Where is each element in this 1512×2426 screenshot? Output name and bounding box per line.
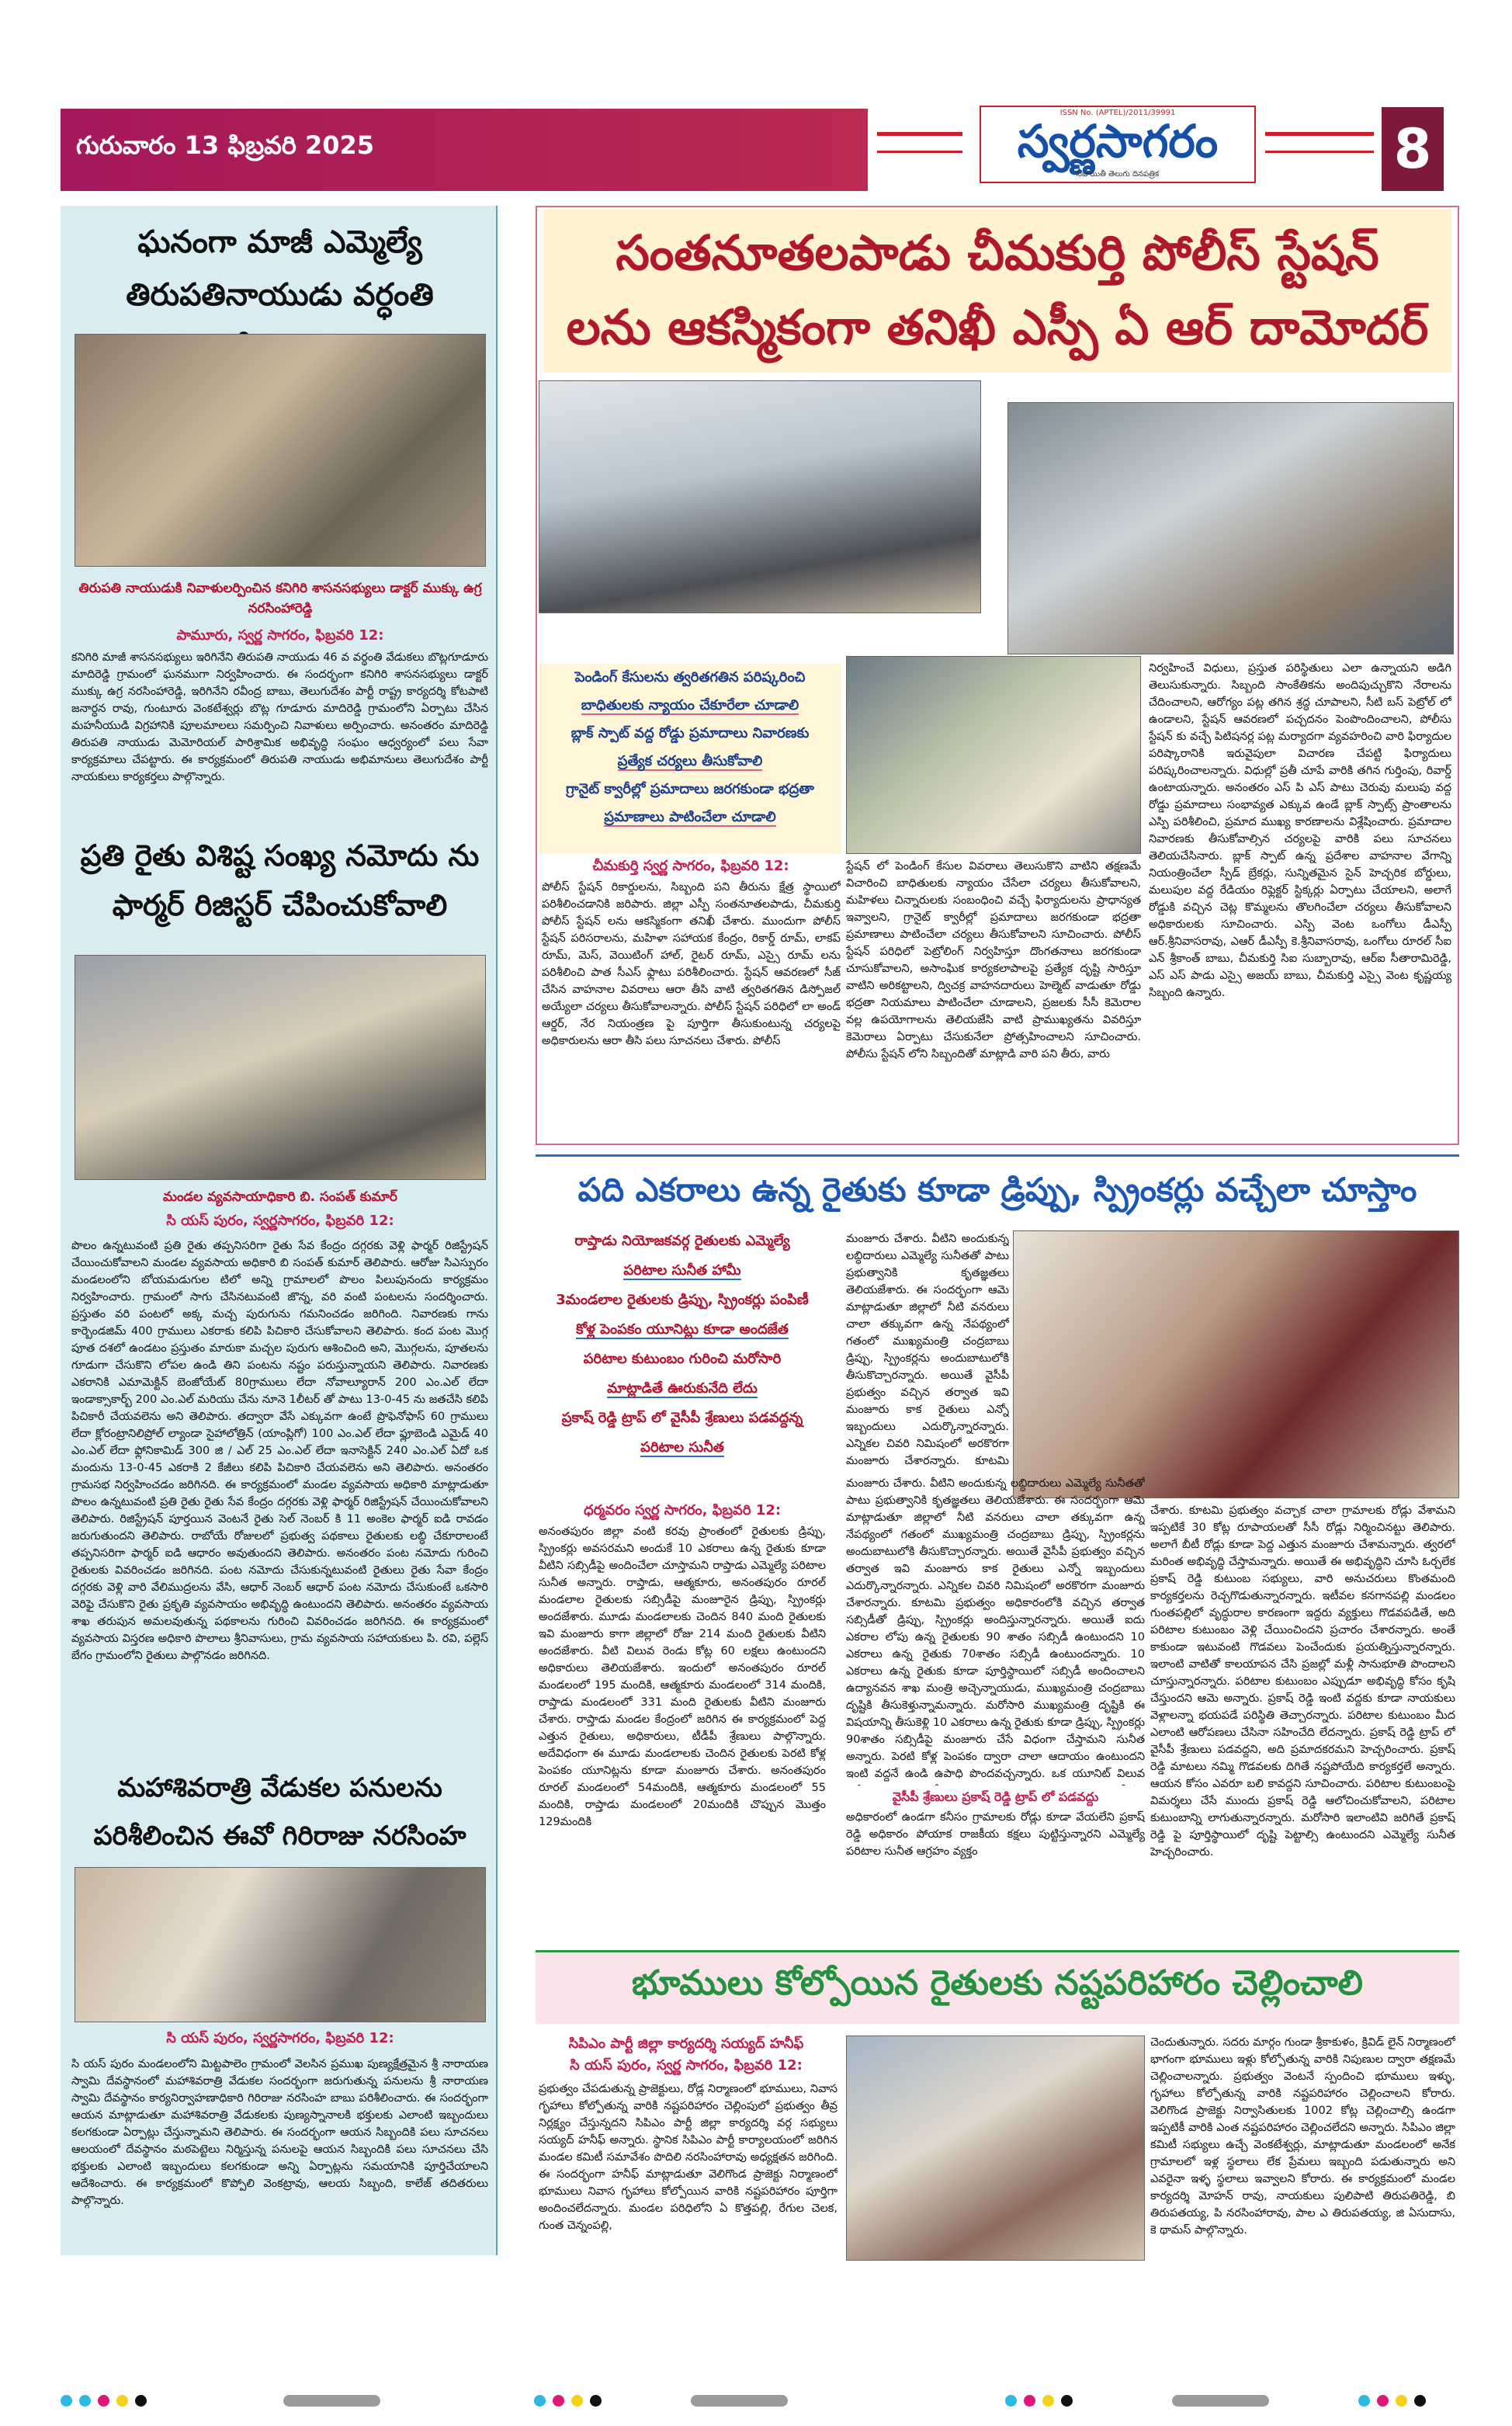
news-photo: [1007, 402, 1454, 654]
dateline: సి యస్ పురం, స్వర్ణసాగరం, ఫిబ్రవరి 12:: [166, 1213, 394, 1229]
kicker-line: పరిటాల కుటుంబం గురించి మరోసారి: [583, 1351, 782, 1367]
story-body-continued: మంజూరు చేశారు. వీటిని అందుకున్న లబ్ధిదారులు ఎమ్మెల్యే సునీతతో పాటు ప్రభుత్వానికి కృతజ్ఞతలు తెలియజేశారు. ఈ సందర్భంగా ఆమె మాట్లాడుతూ జిల్లాలో నీటి వనరులు చాలా తక్కువగా ఉన్న నేపథ్యంలో గతంలో ముఖ్యమంత్రి చంద్రబాబు డ్రిప్పు, స్ప్రింకర్లను అందుబాటులోకి తీసుకొచ్చారన్నారు. అయితే వైసీపీ ప్రభుత్వం వచ్చిన తర్వాత ఇవి మంజూరు కాక రైతులు ఎన్నో ఇబ్బందులు ఎదుర్కొన్నారన్నారు. ఎన్నికల చివరి నిమిషంలో అరకొరగా మంజూరు చేశారన్నారు. కూటమి ప్రభుత్వం అధికారంలోకి వచ్చిన తర్వాత సబ్సిడీతో డ్రిప్పు, స్ప్రింకర్లు అందిస్తున్నారన్నారు. అయితే ఐదు ఎకరాల లోపు ఉన్న రైతులకు 90 శాతం సబ్సిడీ ఉంటుందని 10 ఎకరాలు ఉన్న రైతుకు 70శాతం సబ్సిడీ ఉంటుందన్నారు. 10 ఎకరాలు ఉన్న రైతుకు కూడా పూర్తిస్థాయిలో సబ్సిడీ అందించాలని ఉద్యానవన శాఖ మంత్రి అచ్చెన్నాయుడు, ముఖ్యమంత్రి చంద్రబాబు దృష్టికి తీసుకెళ్తున్నామన్నారు. మరోసారి ముఖ్యమంత్రి దృష్టికి ఈ విషయాన్ని తీసుకెళ్లి 10 ఎకరాలు ఉన్న రైతుకు కూడా డ్రిప్పు, స్ప్రింకర్లు 90శాతం సబ్సిడీపై మంజూరు చేసే విధంగా చేస్తామని సునీత అన్నారు. పెరటి కోళ్ల పెంపకం ద్వారా చాలా ఆదాయం ఉంటుందని ఇంటి వద్దనే ఉండి ఉపాధి పొందవచ్చన్నారు. ఒక యూనిట్ విలువ: [846, 1477, 1145, 1780]
story-body: నిర్వహించే విధులు, ప్రస్తుత పరిస్థితులు ఎలా ఉన్నాయని అడిగి తెలుసుకున్నారు. సిబ్బంది సాంకేతికను అందిపుచ్చుకొని నేరాలను చేదించాలని, ఆరోగ్యం పట్ల తగిన శ్రద్ధ చూపాలని, సీటి బస్ పెట్రోల్ లో ఉండాలని, స్టేషన్ ఆవరణలో పచ్చదనం పెంపొందించాలని, పోలీసు స్టేషన్ కు వచ్చే పిటిషనర్ల పట్ల మర్యాదగా వ్యవహరించి వారి ఫిర్యాదుల పరిష్కారానికి ఇరువైపులా విచారణ చేపట్టి ఫిర్యాదులు పరిష్కరించాలన్నారు. విధుల్లో ప్రతీ చూపే వారికి తగిన గుర్తింపు, రివార్డ్ ఉంటాయన్నారు. అనంతరం ఎస్ పి ఎస్ పాటు చెరువు మలుపు వద్ద రోడ్డు ప్రమాదాలు సంభావ్యత ఎక్కువ ఉండే బ్లాక్ స్పాట్స్ ప్రాంతాలను ఎస్పి పరిశీలించి, ప్రమాద ముఖ్య కారణాలను విశ్లేషించారు. ప్రమాదాల నివారణకు తీసుకోవాల్సిన చర్యలపై వారికి పలు సూచనలు తెలియచేసినారు. బ్లాక్ స్పాట్ ఉన్న ప్రదేశాల వాహనాల వేగాన్ని నియంత్రించేలా స్పీడ్ బ్రేకర్లు, సున్నితమైన సైన్ హెచ్చరిక బోర్డులు, మలుపుల వద్ద రేడియం రిఫ్లెక్టర్ స్టిక్కర్లు ఏర్పాటు చేయాలని, అలాగే రోడ్డుకి వచ్చిన చెట్ల కొమ్మలను తొలగించేలా చర్యలు తీసుకోవాలని అధికారులకు సూచించారు. ఎస్పి వెంట ఒంగోలు డీఎస్పీ ఆర్.శ్రీనివాసరావు, ఎఆర్ డీఎస్పీ కె.శ్రీనివాసరావు, ఒంగోలు రూరల్ సీఐ ఎన్ శ్రీకాంత్ బాబు, చీమకుర్తి సిఐ సుబ్బారావు, ఆర్ఐ సీతారామిరెడ్డి, ఎస్ ఎస్ పాడు ఎస్సై అజయ్ బాబు, చీమకుర్తి ఎస్సై వెంట కృష్ణయ్య సిబ్బంది ఉన్నారు.: [1149, 662, 1451, 999]
kicker-line: రాప్తాడు నియోజకవర్గ రైతులకు ఎమ్మెల్యే: [574, 1233, 790, 1249]
section-rule: [536, 1154, 1459, 1157]
news-photo: [1013, 1230, 1459, 1498]
story-headline: ప్రతి రైతు విశిష్ట సంఖ్య నమోదు ను ఫార్మర్ రిజిస్టర్ చేపించుకోవాలి: [80, 838, 480, 922]
kicker-line: బ్లాక్ స్పాట్ వద్ద రోడ్డు ప్రమాదాలు నివారణకు: [570, 725, 810, 741]
story-body: మంజూరు చేశారు. వీటిని అందుకున్న లబ్ధిదారులు ఎమ్మెల్యే సునీతతో పాటు ప్రభుత్వానికి కృతజ్ఞతలు తెలియజేశారు. ఈ సందర్భంగా ఆమె మాట్లాడుతూ జిల్లాలో నీటి వనరులు చాలా తక్కువగా ఉన్న నేపథ్యంలో గతంలో ముఖ్యమంత్రి చంద్రబాబు డ్రిప్పు, స్ప్రింకర్లను అందుబాటులోకి తీసుకొచ్చారన్నారు. అయితే వైసీపీ ప్రభుత్వం వచ్చిన తర్వాత ఇవి మంజూరు కాక రైతులు ఎన్నో ఇబ్బందులు ఎదుర్కొన్నారన్నారు. ఎన్నికల చివరి నిమిషంలో అరకొరగా మంజూరు చేశారన్నారు. కూటమి: [846, 1233, 1009, 1467]
story-body: చేశారు. కూటమి ప్రభుత్వం వచ్చాక చాలా గ్రామాలకు రోడ్లు వేశామని ఇప్పటికే 30 కోట్ల రూపాయలతో సీసీ రోడ్లు నిర్మించినట్టు తెలిపారు. అలాగే బీటీ రోడ్లు కూడా పెద్ద ఎత్తున మంజూరు చేశామన్నారు. త్వరలో మరింత అభివృద్ధి చేస్తామన్నారు. అయితే ఈ అభివృద్ధిని చూసి ఓర్చలేక ప్రకాష్ రెడ్డి కుటుంబ సభ్యులు, వారి అనుచరులు కొంతమంది కార్యకర్తలను రెచ్చగొడుతున్నారన్నారు. ఇటీవల కనగానపల్లి మండలం గుంతపల్లిలో వృద్ధురాల కారణంగా ఇద్దరు వ్యక్తులు గొడవపడితే, అది పరిటాల కుటుంబం వెళ్లి చేయించిందని ప్రచారం చేశారన్నారు. అంతే కాకుండా ఇటువంటి గొడవలు పెంచేందుకు ప్రయత్నిస్తున్నారన్నారు. ఇలాంటి వాటితో కాలయాపన చేసి ప్రజల్లో మళ్లీ సానుభూతి పొందాలని చూస్తున్నారన్నారు. పరిటాల కుటుంబం ఎప్పుడూ అభివృద్ధి కోసం కృషి చేస్తుందని ఆమె అన్నారు. ప్రకాష్ రెడ్డి ఇంటి వద్దకు కూడా నాయకులు వెళ్లాలన్నా భయపడే పరిస్థితి తెచ్చారన్నారు. పరిటాల కుటుంబం మీద ఎలాంటి ఆరోపణలు చేసినా సహించేది లేదన్నారు. ప్రకాష్ రెడ్డి ట్రాప్ లో వైసీపీ శ్రేణులు పడవద్దని, అది ప్రమాదకరమని హెచ్చరించారు. ప్రకాష్ రెడ్డి మాటలు నమ్మి గొడవలకు దిగితే నష్టపోయేది కార్యకర్తలే అన్నారు. ఆయన కోసం ఎవరూ బలి కావద్దని సూచించారు. పరిటాల కుటుంబంపై విమర్శలు చేసే ముందు ప్రకాష్ రెడ్డి ఆలోచించుకోవాలని, పరిటాల కుటుంబాన్ని లాగుతున్నారన్నారు. మరోసారి ఇలాంటివి జరిగితే ప్రకాష్ రెడ్డి పై పూర్తిస్థాయిలో దృష్టి పెట్టాల్సి ఉంటుందని ఎమ్మెల్యే సునీత హెచ్చరించారు.: [1150, 1505, 1455, 1859]
masthead-title: స్వర్ణసాగరం: [1017, 115, 1219, 168]
header-rule: [1265, 151, 1374, 153]
dateline: పామూరు, స్వర్ణ సాగరం, ఫిబ్రవరి 12:: [176, 627, 384, 644]
masthead-logo: [980, 106, 1256, 183]
story-headline: భూములు కోల్పోయిన రైతులకు నష్టపరిహారం చెల్లించాలి: [632, 1963, 1363, 2003]
story-body: అధికారంలో ఉండగా కనీసం గ్రామాలకు రోడ్లు కూడా వేయలేని ప్రకాష్ రెడ్డి అధికారం పోయాక రాజకీయ కక్షలు పుట్టిస్తున్నారని ఎమ్మెల్యే పరిటాల సునీత ఆగ్రహం వ్యక్తం: [846, 1811, 1145, 1858]
news-photo: [846, 2036, 1145, 2261]
masthead-issn: ISSN No. (APTEL)/2011/39991: [1059, 109, 1176, 117]
dateline: సి యస్ పురం, స్వర్ణ సాగరం, ఫిబ్రవరి 12:: [570, 2057, 803, 2074]
kicker-line: ప్రకాష్ రెడ్డి ట్రాప్ లో వైసీపీ శ్రేణులు పడవద్దన్న: [561, 1410, 803, 1426]
dateline: చీమకుర్తి స్వర్ణ సాగరం, ఫిబ్రవరి 12:: [592, 858, 789, 874]
news-photo: [539, 380, 981, 613]
kicker-line: బాధితులకు న్యాయం చేకూరేలా చూడాలి: [581, 697, 799, 713]
story-body: స్టేషన్ లో పెండింగ్ కేసుల వివరాలు తెలుసుకొని వాటిని తక్షణమే విచారించి బాధితులకు న్యాయం చేసేలా చర్యలు తీసుకోవాలని, మహిళలు చిన్నారులకు సంబంధించి వచ్చే ఫిర్యాదులను ప్రాధాన్యత ఇవ్వాలని, గ్రానైట్ క్వారీల్లో ప్రమాదాలు జరగకుండా భద్రతా ప్రమాణాలు పాటించేలా చర్యలు తీసుకోవాలని సూచించారు. పోలీస్ స్టేషన్ పరిధిలో పెట్రోలింగ్ నిర్వహిస్తూ దొంగతనాలు జరగకుండా చూసుకోవాలని, అసాంఘిక కార్యకలాపాలపై ప్రత్యేక దృష్టి సారిస్తూ వాటిని అరికట్టాలని, ద్విచక్ర వాహనదారులు హెల్మెట్ వాడుతూ రోడ్డు భద్రతా నియమాలు పాటించేలా చూడాలని, ప్రజలకు సీసీ కెమెరాల వల్ల ఉపయోగాలను తెలియజేసి వాటి ప్రాముఖ్యతను వివరిస్తూ కెమెరాలు ఏర్పాటు చేసుకునేలా ప్రోత్సహించాలని సూచించారు. పోలీసు స్టేషన్ లోని సిబ్బందితో మాట్లాడి వారి పని తీరు, వారు: [846, 860, 1141, 1060]
kicker-line: ప్రత్యేక చర్యలు తీసుకోవాలి: [617, 753, 763, 769]
story-body: పోలీస్ స్టేషన్ రికార్డులను, సిబ్బంది పని తీరును క్షేత్ర స్థాయిలో పరిశీలించడానికి జరిపారు. జిల్లా ఎస్పీ సంతనూతలపాడు, చీమకుర్తి పోలీస్ స్టేషన్ లను ఆకస్మికంగా తనిఖీ చేశారు. ముందుగా పోలీస్ స్టేషన్ పరిసరాలను, మహిళా సహాయక కేంద్రం, రికార్డ్ రూమ్, లాకప్ రూమ్, మెస్, వెయిటింగ్ హాల్, రైటర్ రూమ్, ఎస్సై రూమ్ లను పరిశీలించి పాత సీఎస్ ఫ్లాటు పరిశీలించారు. స్టేషన్ ఆవరణలో సీజ్ చేసిన వాహనాల వివరాలు ఆరా తీసి వాటి త్వరితగతిన డిస్పోజల్ అయ్యేలా చర్యలు తీసుకోవాలన్నారు. పోలీస్ స్టేషన్ పరిధిలో లా అండ్ ఆర్డర్, నేర నియంత్రణ పై పూర్తిగా తీసుకుంటున్న చర్యలపై అధికారులను ఆరా తీసి పలు సూచనలు చేశారు. పోలీస్: [542, 881, 841, 1047]
kicker-line: గ్రానైట్ క్వారీల్లో ప్రమాదాలు జరగకుండా భద్రతా: [566, 781, 814, 797]
kicker-line: పరిటాల సునీత హామీ: [623, 1262, 741, 1279]
photo-caption: మండల వ్యవసాయాధికారి బి. సంపత్ కుమార్: [162, 1189, 398, 1205]
headline-line-1: సంతనూతలపాడు చీమకుర్తి పోలీస్ స్టేషన్: [616, 224, 1379, 281]
headline-line-2: లను ఆకస్మికంగా తనిఖీ ఎస్పీ ఏ ఆర్ దామోదర్: [566, 299, 1429, 356]
story-body: చెందుతున్నారు. సదరు మార్గం గుండా శ్రీకాకుళం, క్రివిడ్ లైన్ నిర్మాణంలో భాగంగా భూములు ఇళ్లు కోల్పోతున్న వారికి నిపుణుల ద్వారా తక్షణమే చెల్లించాలన్నారు. ప్రభుత్వం వెంటనే స్పందించి భూములు ఇళ్ళు, గృహాలు కోల్పోతున్న వారికి నష్టపరిహారం చెల్లించాలని కోరారు. వెలిగొండ ప్రాజెక్టు నిర్వాసితులకు 1002 కోట్ల చెల్లించాల్సి ఉండగా ఇప్పటికీ వారికి ఎంత నష్టపరిహారం చెల్లించలేదని అన్నారు. సిపిఎం జిల్లా కమిటీ సభ్యులు ఉచ్చే వెంకటేశ్వర్లు, మాట్లాడుతూ మండలంలో అనేక గ్రామాలలో ఇళ్ల స్థలాలు లేక ప్రేమలు ఇబ్బంది పడుతున్నారు అని ఎవరైనా ఇళ్ళ స్థలాలు ఇవ్వాలని కోరారు. ఈ కార్యక్రమంలో మండల కార్యదర్శి మోహన్ రావు, నాయకులు పులిపాటి తిరుపతిరెడ్డి, బి తిరుపతయ్య, పి నరసింహారావు, పాల ఎ తిరుపతయ్య, జి ఏసుదాసు, కె థామస్ పాల్గొన్నారు.: [1150, 2036, 1455, 2237]
page-number: 8: [1382, 107, 1444, 191]
kicker-line: పెండింగ్ కేసులను త్వరితగతిన పరిష్కరించి: [574, 669, 806, 685]
photo-caption: తిరుపతి నాయుడుకి నివాళులర్పించిన కనిగిరి శాసనసభ్యులు డాక్టర్ ముక్కు ఉగ్ర నరసింహారెడ్డి: [78, 581, 482, 616]
dateline: ధర్మవరం స్వర్ణ సాగరం, ఫిబ్రవరి 12:: [583, 1502, 782, 1518]
kicker-line: పరిటాల సునీత: [640, 1439, 724, 1456]
news-photo: [75, 334, 486, 567]
header-rule: [877, 151, 962, 153]
story-headline: పది ఎకరాలు ఉన్న రైతుకు కూడా డ్రిప్పు, స్ప్రింకర్లు వచ్చేలా చూస్తాం: [577, 1171, 1417, 1209]
header-rule: [1265, 132, 1374, 136]
kicker-line: కోళ్ల పెంపకం యూనిట్లు కూడా అందజేత: [576, 1321, 789, 1338]
story-headline: మహాశివరాత్రి వేడుకల పనులను పరిశీలించిన ఈవో గిరిరాజు నరసింహ: [93, 1772, 466, 1852]
kicker-box: [539, 664, 841, 854]
story-body: అనంతపురం జిల్లా వంటి కరవు ప్రాంతంలో రైతులకు డ్రిప్పు, స్ప్రింకర్లు అవసరమని అందుకే 10 ఎకరాలు ఉన్న రైతుకు కూడా వీటిని సబ్సిడీపై అందించేలా చూస్తామని రాప్తాడు ఎమ్మెల్యే పరిటాల సునీత అన్నారు. రాప్తాడు, ఆత్మకూరు, అనంతపురం రూరల్ మండలాల రైతులకు సబ్సిడీపై మంజూరైన డ్రిప్పు, స్ప్రింకర్లు అందజేశారు. మూడు మండలాలకు చెందిన 840 మంది రైతులకు ఇవి మంజూరు కాగా జిల్లాలో రోజు 214 మంది రైతులకు వీటిని అందజేశారు. వీటి విలువ రెండు కోట్ల 60 లక్షలు ఉంటుందని అధికారులు తెలియజేశారు. ఇందులో అనంతపురం రూరల్ మండలంలో 195 మందికి, ఆత్మకూరు మండలంలో 314 మందికి, రాప్తాడు మండలంలో 331 మంది రైతులకు వీటిని మంజూరు చేశారు. రాప్తాడు మండల కేంద్రంలో జరిగిన ఈ కార్యక్రమంలో పెద్ద ఎత్తున రైతులు, అధికారులు, టీడీపీ శ్రేణులు పాల్గొన్నారు. అదేవిధంగా ఈ మూడు మండలాలకు చెందిన రైతులకు పెరటి కోళ్ల పెంపకం యూనిట్లను కూడా మంజూరు చేశారు. అనంతపురం రూరల్ మండలంలో 54మందికి, ఆత్మకూరు మండలంలో 55 మందికి, రాప్తాడు మండలంలో 20మందికి చొప్పున మొత్తం 129మందికి: [539, 1525, 826, 1828]
masthead-tagline: నిజాయితీ తెలుగు దినపత్రిక: [1076, 170, 1160, 179]
news-photo: [75, 1867, 486, 2022]
news-photo: [846, 656, 1141, 854]
issue-date: గురువారం 13 ఫిబ్రవరి 2025: [76, 130, 375, 160]
story-body: సి యస్ పురం మండలంలోని మిట్టపాలెం గ్రామంలో వెలసిన ప్రముఖ పుణ్యక్షేత్రమైన శ్రీ నారాయణ స్వామి దేవస్థానంలో మహాశివరాత్రి వేడుకల సందర్భంగా జరుగుతున్న పనులను శ్రీ నారాయణ స్వామి దేవస్థానం కార్యనిర్వాహణాధికారి గిరిరాజు నరసింహ బాబు పరిశీలించారు. ఈ సందర్భంగా ఆయన మాట్లాడుతూ మహాశివరాత్రి వేడుకలకు పుణ్యస్నానాలకి భక్తులకు ఎలాంటి ఇబ్బందులు కలగకుండా ఏర్పాట్లు చేస్తున్నామని తెలిపారు. ఈ సందర్భంగా ఆయన సిబ్బందికి పలు సూచనలు ఆలయంలో దేవస్థానం మఠపెట్టెలు నిర్మిస్తున్న పనులపై ఆయన సిబ్బందికి పలు సూచనలు చేసి భక్తులకు ఎలాంటి ఇబ్బందులు కలగకుండా అన్ని ఏర్పాట్లను సమయానికి పూర్తిచేయాలని ఆదేశించారు. ఈ కార్యక్రమంలో కొప్పోలి వెంకట్రావు, ఆలయ సిబ్బంది, కాలేజ్ తదితరులు పాల్గొన్నారు.: [71, 2058, 488, 2207]
subhead: వైసీపీ శ్రేణులు ప్రకాష్ రెడ్డి ట్రాప్ లో పడవద్దు: [892, 1789, 1099, 1804]
kicker: సిపిఎం పార్టీ జిల్లా కార్యదర్శి సయ్యద్ హనీఫ్: [568, 2036, 804, 2052]
dateline: సి యస్ పురం, స్వర్ణసాగరం, ఫిబ్రవరి 12:: [166, 2030, 394, 2046]
story-body: ప్రభుత్వం చేపడుతున్న ప్రాజెక్టులు, రోడ్ల నిర్మాణంలో భూములు, నివాస గృహాలు కోల్పోతున్న వారికి నష్టపరిహారం చెల్లింపులో ప్రభుత్వం తీవ్ర నిర్లక్ష్యం చేస్తున్నదని సిపిఎం పార్టీ జిల్లా కార్యదర్శి వర్గ సభ్యులు సయ్యద్ హనీఫ్ అన్నారు. స్థానిక సిపిఎం పార్టీ కార్యాలయంలో జరిగిన మండల కమిటీ సమావేశం పొదిలి నరసింహారావు అధ్యక్షతన జరిగింది. ఈ సందర్భంగా హనీఫ్ మాట్లాడుతూ వెలిగొండ ప్రాజెక్టు నిర్మాణంలో భూములు నివాస గృహాలు కోల్పోయిన వారికి నష్టపరిహారం పూర్తిగా అందించలేదన్నారు. మండల పరిధిలోని ఏ కొత్తపల్లి, రేగుల చెలక, గుంత చెన్నంపల్లి,: [539, 2083, 837, 2232]
kicker-box: [539, 1227, 826, 1498]
kicker-line: 3మండలాల రైతులకు డ్రిప్పు, స్ప్రింకర్లు పంపిణీ: [556, 1292, 809, 1308]
story-body: పొలం ఉన్నటువంటి ప్రతి రైతు తప్పనిసరిగా రైతు సేవ కేంద్రం దగ్గరకు వెళ్లి ఫార్మర్ రిజిస్ట్రేషన్ చేయించుకోవాలని మండల వ్యవసాయ అధికారి బి సంపత్ కుమార్ తెలిపారు. ఆరోజు సిఎస్పురం మండలంలోని బోయమడుగుల టిలో అన్ని గ్రామాలలో పొలం పిలుపునందు కార్యక్రమం నిర్వహించారు. గ్రామంలో సాగు చేసినటువంటి జొన్న, వరి వంటి పంటలను సందర్శించారు. ప్రస్తుతం వరి పంటలో అక్క మచ్చ పురుగును గమనించడం జరిగింది. నివారణకు గాను కార్బెండజిమ్ 400 గ్రాములు ఎకరాకు కలిపి పిచికారి చేసుకోవాలని తెలిపారు. కంద పంట మొగ్గ పూత దశలో ఉండటం ప్రస్తుతం మారుకా మచ్చల పురుగు ఆశించింది అని, మొగ్గలను, పూతలను గూడుగా చేసుకొని లోపల ఉండి తిని పంటను నష్టం పరుస్తున్నాయని తెలిపారు. నివారణకు ఎకరానికి ఎమామెక్టిన్ బెంజోయేట్ 80గ్రాములు లేదా నోవాల్యూరాన్ 200 ఎం.ఎల్ లేదా ఇండాక్సాకార్బ్ 200 ఎం.ఎల్ మరియు చేను నూనె 1లీటర్ తో పాటు 13-0-45 ను జతచేసి కలిపి పిచికారీ చేయవలెను అని తెలిపారు. తద్వారా వేసే ఎక్కువగా ఉంటే ప్రొఫెనోఫాస్ 60 గ్రాములు లేదా క్లోరంట్రానిలిప్రోల్ ల్యాండా సైహాలోత్రిన్ (యాంప్లిగో) 100 ఎం.ఎల్ లేదా ఫ్లూబెండి ఎమైడ్ 40 ఎం.ఎల్ లేదా ఫ్లోనికామిడ్ 300 జి / ఎల్ 25 ఎం.ఎల్ లేదా ఇనాసెక్టిన్ 240 ఎం.ఎల్ ఏదో ఒక మందును 13-0-45 ఎకరాకి 2 కేజీలు కలిపి పిచికారి చేయవలెను అని తెలిపారు. అనంతరం గ్రామసభ నిర్వహించడం జరిగినది. ఈ కార్యక్రమంలో మండల వ్యవసాయ అధికారి మాట్లాడుతూ పొలం ఉన్నటువంటి ప్రతి రైతు రైతు సేవ కేంద్రం దగ్గరకు వెళ్లి ఫార్మర్ రిజిస్ట్రేషన్ చేయించుకోవాలని తెలిపారు. రిజిస్ట్రేషన్ పూర్తయిన వెంటనే రైతు సెల్ నెంబర్ కి 11 అంకెల ఫార్మర్ ఐడి రావడం జరుగుతుందని తెలిపారు. రాబోయే రోజులలో ప్రభుత్వ పథకాలు రైతులకు లబ్ధి చేకూరాలంటే తప్పనిసరిగా ఫార్మర్ ఐడి ఆధారం అవుతుందని తెలిపారు. అనంతరం పంట నమోదు గురించి రైతులకు వివరించడం జరిగినది. పంట నమోదు చేసుకున్నటువంటి రైతులు రైతు సేవా కేంద్రం దగ్గరకు వెళ్లి వారి వేలిముద్రలను వేసి, ఆధార్ నెంబర్ ఆధార్ పంట నమోదు చేసుకుంటే ఒకసారి వెరిఫై చేసుకొని రైతు ప్రకృతి వ్యవసాయం అభివృద్ధి ఉంటుందని తెలిపారు. అనంతరం వ్యవసాయ శాఖ తరుపున అమలవుతున్న పథకాలను గురించి వివరించడం జరిగినది. ఈ కార్యక్రమంలో వ్యవసాయ విస్తరణ అధికారి పొలాలు శ్రీనివాసులు, గ్రామ వ్యవసాయ సహాయకులు పి. రవి, పల్లెస్ బేగం గ్రామంలోని రైతులు పాల్గొనడం జరిగినది.: [71, 1240, 488, 1662]
header-rule: [877, 132, 962, 136]
registration-marks: [0, 2395, 1512, 2418]
kicker-line: మాట్లాడితే ఊరుకునేది లేదు: [607, 1380, 758, 1397]
kicker-line: ప్రమాణాలు పాటించేలా చూడాలి: [604, 809, 776, 825]
top-story-headline: [543, 216, 1451, 365]
story-headline: ఘనంగా మాజీ ఎమ్మెల్యే తిరుపతినాయుడు వర్ధంతి: [126, 224, 434, 313]
news-photo: [75, 955, 486, 1180]
story-body: కనిగిరి మాజీ శాసనసభ్యులు ఇరిగినేని తిరుపతి నాయుడు 46 వ వర్ధంతి వేడుకలు బొట్లగూడూరు మాదిరెడ్డి గ్రామంలో ఘనముగా నిర్వహించారు. ఈ సందర్భంగా కనిగిరి శాసనసభ్యులు డాక్టర్ ముక్కు ఉగ్ర నరసింహారెడ్డి, ఇరిగినేని రవీంద్ర బాబు, తెలుగుదేశం పార్టీ రాష్ట్ర కార్యదర్శి కోటపాటి జనార్ధన రావు, గుంటూరు వెంకటేశ్వర్లు బొట్ల గూడూరు మాదిరెడ్డి గ్రామంలోని ఏర్పాటు చేసిన మహనీయుడి విగ్రహానికి పూలమాలలు సమర్పించి నివాళులు అర్పించారు. అనంతరం మాదిరెడ్డి తిరుపతి నాయుడు మెమోరియల్ పారిశ్రామిక అభివృద్ధి సంఘం ఆధ్వర్యంలో పలు సేవా కార్యక్రమాలు చేపట్టారు. ఈ కార్యక్రమంలో తిరుపతి నాయుడు అభిమానులు తెలుగుదేశం పార్టీ నాయకులు కార్యకర్తలు పాల్గొన్నారు.: [71, 651, 488, 783]
